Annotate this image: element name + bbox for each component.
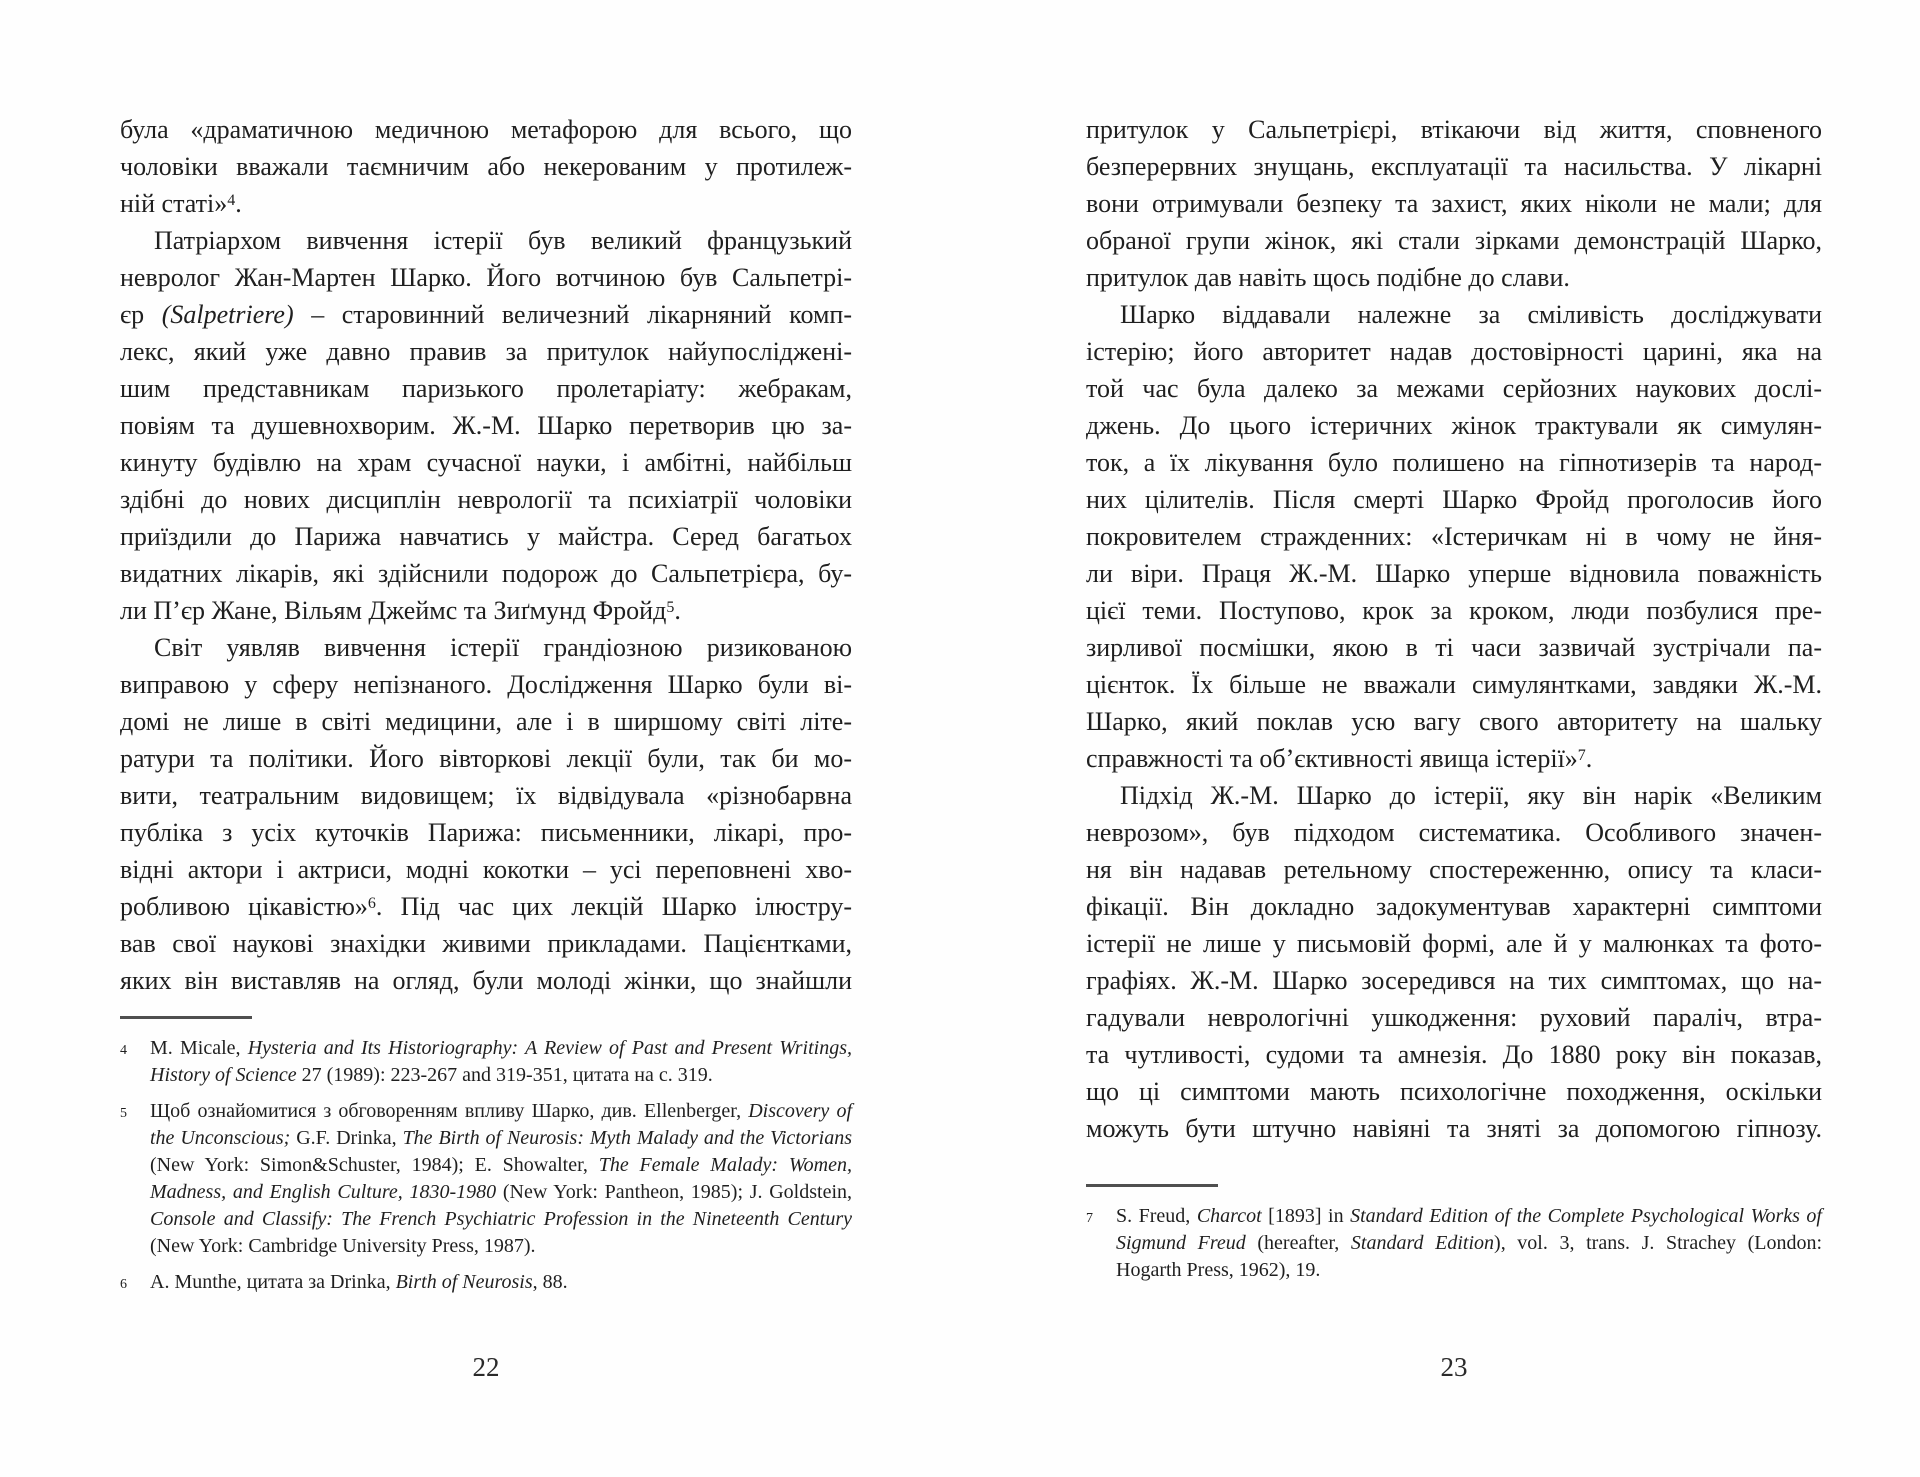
footnote bbox=[1086, 1203, 1822, 1284]
body-line bbox=[120, 333, 852, 370]
text-run: Світ уявляв вивчення істерії грандіозною ризикованою bbox=[154, 633, 852, 662]
text-run: ли віри. Праця Ж.-М. Шарко уперше відновила поважність bbox=[1086, 559, 1822, 588]
text-run: ня він надавав ретельному спостереженню, опису та класи- bbox=[1086, 855, 1822, 884]
footnote-marker: 7 bbox=[1086, 1211, 1093, 1226]
body-line bbox=[1086, 851, 1822, 888]
body-line bbox=[1086, 444, 1822, 481]
body-line bbox=[1086, 740, 1822, 777]
italic-text: Charcot bbox=[1196, 1205, 1262, 1227]
text-run: – старовинний величезний лікарняний комп- bbox=[293, 300, 852, 329]
body-line bbox=[1086, 888, 1822, 925]
text-run: (New York: Simon&Schuster, 1984); E. Showalter, bbox=[150, 1154, 599, 1176]
body-line bbox=[120, 888, 852, 925]
body-line bbox=[120, 629, 852, 666]
text-run: що ці симптоми мають психологічне походження, оскільки bbox=[1086, 1077, 1822, 1106]
text-run: вав свої наукові знахідки живими прикладами. Пацієнтками, bbox=[120, 929, 852, 958]
body-line bbox=[1086, 777, 1822, 814]
text-run: ратури та політики. Його вівторкові лекції були, так би мо- bbox=[120, 744, 852, 773]
body-line bbox=[1086, 518, 1822, 555]
text-run: відні актори і актриси, модні кокотки – усі переповнені хво- bbox=[120, 855, 852, 884]
italic-text: Hysteria and Its Historiography: A Review of Past and Present Writings, History of Science bbox=[150, 1037, 853, 1086]
footnote-text bbox=[150, 1098, 852, 1260]
text-run: фікації. Він докладно задокументував характерні симптоми bbox=[1086, 892, 1822, 921]
text-run: вити, театральним видовищем; їх відвідувала «різнобарвна bbox=[120, 781, 852, 810]
page-22-body-text bbox=[120, 111, 852, 999]
body-line bbox=[120, 481, 852, 518]
footnote-marker: 6 bbox=[120, 1277, 127, 1292]
body-line bbox=[1086, 814, 1822, 851]
body-line bbox=[1086, 333, 1822, 370]
text-run: та чутливості, судоми та амнезія. До 1880 року він показав, bbox=[1086, 1040, 1822, 1069]
text-run: Шарко, який поклав усю вагу свого авторитету на шальку bbox=[1086, 707, 1822, 736]
text-run: графіях. Ж.-М. Шарко зосередився на тих симптомах, що на- bbox=[1086, 966, 1822, 995]
text-run: ток, а їх лікування було полишено на гіпнотизерів та народ- bbox=[1086, 448, 1822, 477]
text-run: обраної групи жінок, які стали зірками демонстрацій Шарко, bbox=[1086, 226, 1822, 255]
page-23-footnotes bbox=[1086, 1184, 1822, 1293]
body-line bbox=[1086, 1073, 1822, 1110]
footnote-text bbox=[150, 1035, 852, 1089]
footnote-separator-rule bbox=[120, 1016, 252, 1019]
body-line bbox=[120, 703, 852, 740]
text-run: кинуту будівлю на храм сучасної науки, і амбітні, найбільш bbox=[120, 448, 852, 477]
footnote-text bbox=[1116, 1203, 1822, 1284]
text-run: S. Freud, bbox=[1116, 1205, 1197, 1227]
body-line bbox=[120, 777, 852, 814]
body-line bbox=[120, 259, 852, 296]
text-run: . bbox=[235, 189, 242, 218]
text-run: неврозом», був підходом систематика. Особливого значен- bbox=[1086, 818, 1822, 847]
body-line bbox=[1086, 1036, 1822, 1073]
text-run: притулок дав навіть щось подібне до слави. bbox=[1086, 263, 1570, 292]
footnote-text bbox=[150, 1269, 852, 1298]
text-run: чоловіки вважали таємничим або некерованим у протилеж- bbox=[120, 152, 852, 181]
italic-text: Standard Edition bbox=[1350, 1232, 1495, 1254]
footnote bbox=[120, 1098, 852, 1260]
body-line bbox=[1086, 259, 1822, 296]
text-run: здібні до нових дисциплін неврології та психіатрії чоловіки bbox=[120, 485, 852, 514]
body-line bbox=[120, 851, 852, 888]
text-run: . bbox=[674, 596, 681, 625]
body-line bbox=[1086, 1110, 1822, 1147]
body-line bbox=[1086, 592, 1822, 629]
footnote-marker: 5 bbox=[120, 1106, 127, 1121]
page-number-right: 23 bbox=[1440, 1352, 1468, 1382]
text-run: G.F. Drinka, bbox=[290, 1127, 403, 1149]
text-run: (hereafter, bbox=[1245, 1232, 1351, 1254]
body-line bbox=[120, 518, 852, 555]
text-run: (New York: Pantheon, 1985); J. Goldstein, bbox=[496, 1181, 853, 1203]
footnote-reference-superscript: 6 bbox=[367, 895, 376, 912]
body-line bbox=[1086, 962, 1822, 999]
italic-text: Standard Edition of the Complete Psychological Works of Sigmund Freud bbox=[1116, 1205, 1822, 1254]
body-line bbox=[120, 666, 852, 703]
text-run: публіка з усіх куточків Парижа: письменники, лікарі, про- bbox=[120, 818, 852, 847]
text-run: цієнток. Їх більше не вважали симулянтками, завдяки Ж.-М. bbox=[1086, 670, 1822, 699]
body-line bbox=[1086, 925, 1822, 962]
text-run: . bbox=[1585, 744, 1593, 773]
text-run: домі не лише в світі медицини, але і в ширшому світі літе- bbox=[120, 707, 852, 736]
text-run: A. Munthe, цитата за Drinka, bbox=[150, 1271, 396, 1293]
body-line bbox=[120, 111, 852, 148]
footnote bbox=[120, 1035, 852, 1089]
body-line bbox=[120, 555, 852, 592]
italic-text: Discovery of the Unconscious; bbox=[150, 1100, 852, 1149]
text-run: виправою у сферу непізнаного. Дослідження Шарко були ві- bbox=[120, 670, 852, 699]
body-line bbox=[1086, 222, 1822, 259]
text-run: 27 (1989): 223-267 and 319-351, цитата на с. 319. bbox=[296, 1064, 713, 1086]
body-line bbox=[120, 444, 852, 481]
text-run: притулок у Сальпетрієрі, втікаючи від життя, сповненого bbox=[1086, 115, 1822, 144]
text-run: Щоб ознайомитися з обговоренням впливу Шарко, див. Ellenberger, bbox=[150, 1100, 749, 1122]
text-run: шим представникам паризького пролетаріату: жебракам, bbox=[120, 374, 852, 403]
italic-text: Birth of Neurosis bbox=[395, 1271, 533, 1293]
italic-text: Console and Classify: The French Psychiatric Profession in the Nineteenth Century bbox=[150, 1208, 852, 1230]
text-run: була «драматичною медичною метафорою для всього, що bbox=[120, 115, 852, 144]
body-line bbox=[1086, 148, 1822, 185]
body-line bbox=[120, 925, 852, 962]
body-line bbox=[120, 185, 852, 222]
footnote-marker: 4 bbox=[120, 1043, 127, 1058]
text-run: ), vol. 3, trans. J. Strachey (London: Hogarth Press, 1962), 19. bbox=[1116, 1232, 1823, 1281]
body-line bbox=[1086, 555, 1822, 592]
text-run: безперервних знущань, експлуатації та насильства. У лікарні bbox=[1086, 152, 1822, 181]
text-run: справжності та об’єктивності явища істерії» bbox=[1086, 744, 1578, 773]
body-line bbox=[1086, 185, 1822, 222]
text-run: повіям та душевнохворим. Ж.-М. Шарко перетворив цю за- bbox=[120, 411, 852, 440]
text-run: той час була далеко за межами серйозних наукових дослі- bbox=[1086, 374, 1822, 403]
text-run: цієї теми. Поступово, крок за кроком, люди позбулися пре- bbox=[1086, 596, 1822, 625]
body-line bbox=[1086, 999, 1822, 1036]
text-run: , 88. bbox=[532, 1271, 568, 1293]
text-run: вони отримували безпеку та захист, яких ніколи не мали; для bbox=[1086, 189, 1822, 218]
body-line bbox=[120, 222, 852, 259]
text-run: Підхід Ж.-М. Шарко до істерії, яку він нарік «Великим bbox=[1120, 781, 1822, 810]
text-run: єр bbox=[120, 300, 162, 329]
page-number-left: 22 bbox=[472, 1352, 500, 1382]
text-run: покровителем стражденних: «Істеричкам ні в чому не йня- bbox=[1086, 522, 1822, 551]
text-run: Патріархом вивчення істерії був великий французький bbox=[154, 226, 852, 255]
body-line bbox=[1086, 703, 1822, 740]
text-run: [1893] in bbox=[1261, 1205, 1351, 1227]
footnote-reference-superscript: 4 bbox=[227, 192, 236, 209]
text-run: них цілителів. Після смерті Шарко Фройд проголосив його bbox=[1086, 485, 1822, 514]
text-run: ній статі» bbox=[120, 189, 228, 218]
body-line bbox=[1086, 111, 1822, 148]
italic-text: The Female Malady: Women, Madness, and English Culture, 1830-1980 bbox=[150, 1154, 852, 1203]
body-line bbox=[1086, 629, 1822, 666]
text-run: приїздили до Парижа навчатись у майстра. Серед багатьох bbox=[120, 522, 852, 551]
text-run: джень. До цього істеричних жінок трактували як симулян- bbox=[1086, 411, 1822, 440]
text-run: гадували неврологічні ушкодження: руховий параліч, втра- bbox=[1086, 1003, 1822, 1032]
text-run: можуть бути штучно навіяні та зняті за допомогою гіпнозу. bbox=[1086, 1114, 1822, 1143]
body-line bbox=[120, 962, 852, 999]
page-22-footnotes bbox=[120, 1016, 852, 1307]
text-run: видатних лікарів, які здійснили подорож до Сальпетрієра, бу- bbox=[120, 559, 852, 588]
body-line bbox=[120, 407, 852, 444]
text-run: . Під час цих лекцій Шарко ілюстру- bbox=[375, 892, 852, 921]
body-line bbox=[1086, 407, 1822, 444]
body-line bbox=[120, 148, 852, 185]
text-run: істерії не лише у письмовій формі, але й у малюнках та фото- bbox=[1086, 929, 1822, 958]
text-run: ли П’єр Жане, Вільям Джеймс та Зиґмунд Фройд bbox=[120, 596, 667, 625]
italic-text: The Birth of Neurosis: Myth Malady and the Victorians bbox=[402, 1127, 852, 1149]
text-run: (New York: Cambridge University Press, 1987). bbox=[150, 1235, 536, 1257]
text-run: невролог Жан-Мартен Шарко. Його вотчиною був Сальпетрі- bbox=[120, 263, 852, 292]
footnote-separator-rule bbox=[1086, 1184, 1218, 1187]
body-line bbox=[120, 370, 852, 407]
body-line bbox=[1086, 666, 1822, 703]
text-run: M. Micale, bbox=[150, 1037, 248, 1059]
italic-text: (Salpetriere) bbox=[161, 300, 294, 329]
text-run: лекс, який уже давно правив за притулок найупосліджені- bbox=[120, 337, 852, 366]
text-run: робливою цікавістю» bbox=[120, 892, 368, 921]
footnote-reference-superscript: 7 bbox=[1577, 747, 1586, 764]
body-line bbox=[120, 740, 852, 777]
body-line bbox=[1086, 296, 1822, 333]
body-line bbox=[120, 814, 852, 851]
page-23-body-text bbox=[1086, 111, 1822, 1147]
footnote bbox=[120, 1269, 852, 1298]
body-line bbox=[120, 592, 852, 629]
text-run: істерію; його авторитет надав достовірності царині, яка на bbox=[1086, 337, 1822, 366]
body-line bbox=[120, 296, 852, 333]
text-run: яких він виставляв на огляд, були молоді жінки, що знайшли bbox=[120, 966, 852, 995]
body-line bbox=[1086, 481, 1822, 518]
text-run: Шарко віддавали належне за сміливість досліджувати bbox=[1120, 300, 1822, 329]
text-run: зирливої посмішки, якою в ті часи зазвичай зустрічали па- bbox=[1086, 633, 1822, 662]
footnote-reference-superscript: 5 bbox=[666, 599, 675, 616]
body-line bbox=[1086, 370, 1822, 407]
